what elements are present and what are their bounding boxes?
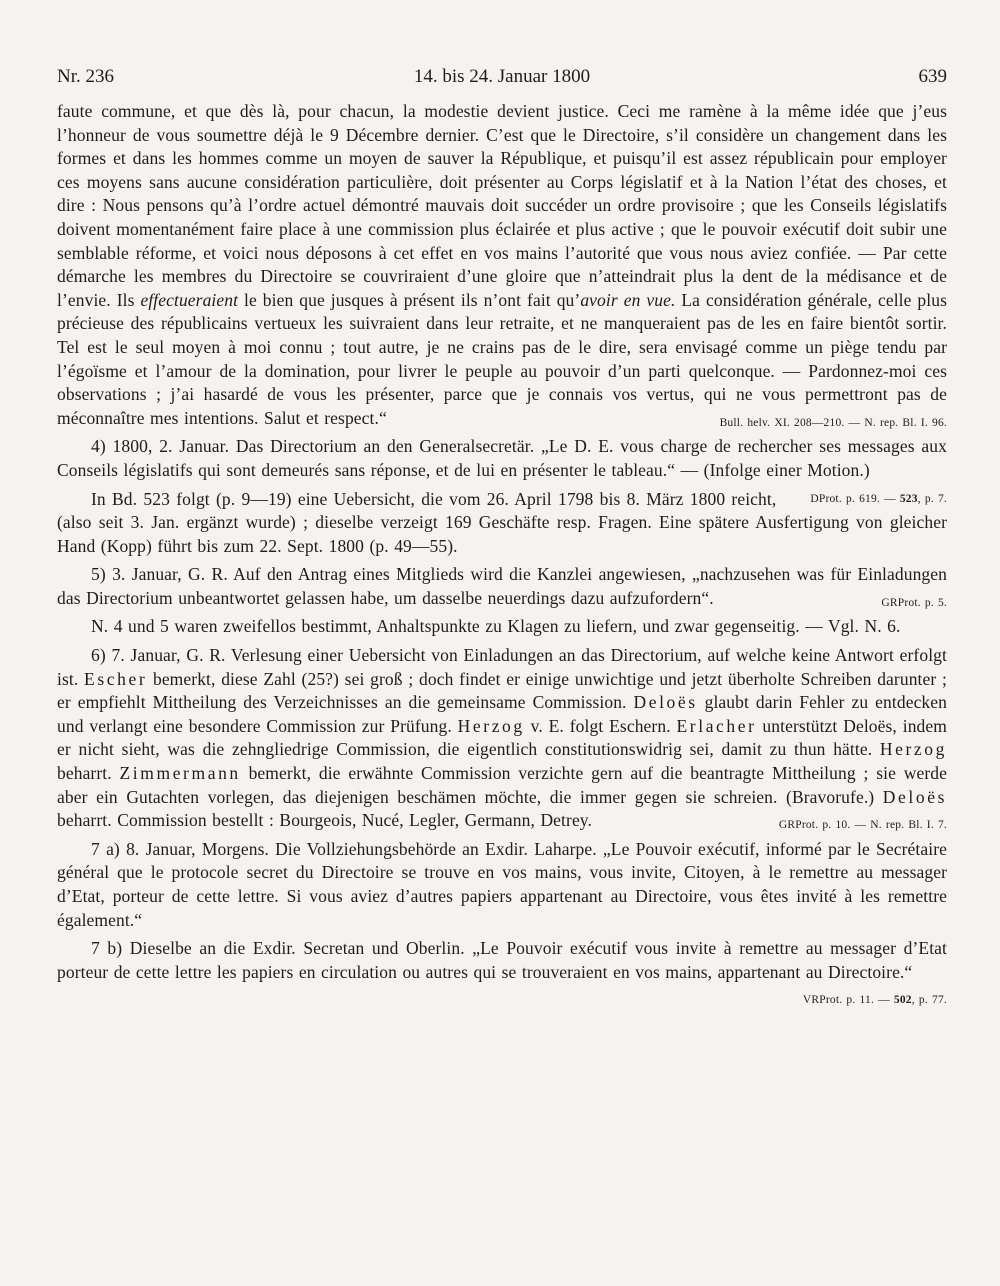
source-citation: Bull. helv. XI. 208—210. — N. rep. Bl. I. 96. [719, 416, 947, 429]
text-segment: beharrt. Commission bestellt : Bourgeois, Nucé, Legler, Germann, Detrey. [57, 810, 592, 831]
header-date-range: 14. bis 24. Januar 1800 [413, 66, 591, 87]
text-segment: unterstützt Deloës, indem er nicht sieht, was die zehngliedrige Commission, die eigentlich constitutionswidrig sei, damit zu thun hätte. [57, 715, 947, 760]
body-text [57, 100, 948, 1007]
paragraph-bd-note: In Bd. 523 folgt (p. 9—19) eine Uebersicht, die vom 26. April 1798 bis 8. März 1800 reicht, (also seit 3. Jan. ergänzt wurde) ; dieselbe verzeigt 169 Geschäfte resp. Fragen. Eine spätere Ausfertigung von gleicher Hand (Kopp) führt bis zum 22. Sept. 1800 (p. 49—55). [57, 488, 947, 556]
text-segment: 7 b) Dieselbe an die Exdir. Secretan und Oberlin. „Le Pouvoir exécutif vous invite à remettre au messager d’Etat porteur de cette lettre les papiers en circulation ou autres qui se trouveraient en vos mains, appartenant au Directoire.“ [57, 938, 947, 982]
running-header [57, 66, 947, 100]
citation-text: , p. 77. [911, 994, 947, 1007]
citation-volume: 523 [899, 492, 918, 505]
page-number: 639 [918, 66, 947, 87]
text-segment: v. E. folgt Eschern. [524, 715, 677, 736]
citation-volume: 502 [893, 994, 912, 1007]
text-segment: La considération générale, celle plus précieuse des républicains vertueux les suivraient dans leur retraite, et ne manqueraient pas de les en faire bientôt sortir. Tel est le seul moyen à moi connu ; tout autre, je ne crains pas de le dire, sera envisagé comme un piège tendu par l’égoïsme et l’amour de la domination, pour livrer le peuple au pouvoir d’un parti quelconque. — Pardonnez-moi ces observations ; j’ai hasardé de vous les présenter, parce que je connais vos vertus, qui ne vous permettront pas de méconnaître mes intentions. Salut et respect.“ [57, 289, 948, 428]
text-segment: faute commune, et que dès là, pour chacun, la modestie devient justice. Ceci me ramène à la même idée que j’eus l’honneur de vous soumettre déjà le 9 Décembre dernier. C’est que le Directoire, s’il considère un changement dans les formes et dans les hommes comme un moyen de sauver la République, et puisqu’il est assez républicain pour employer ces moyens sans aucune considération particulière, doit présenter au Corps législatif et à la Nation l’état des choses, et dire : Nous pensons qu’à l’ordre actuel démontré mauvais doit succéder un ordre provisoire ; que les Conseils législatifs doivent momentanément faire place à une commission plus éclairée et plus active ; que le pouvoir exécutif doit subir une semblable réforme, et voici nous déposons à cet effet en vos mains l’autorité que vous nous aviez confiée. — Par cette démarche les membres du Directoire se couvriraient d’une gloire que n’atteindrait plus la dent de la médisance et de l’envie. Ils [57, 101, 947, 310]
paragraph-entry-6 [57, 644, 947, 833]
text-segment: glaubt darin Fehler zu entdecken und verlangt eine besondere Commission zur Prüfung. [57, 692, 948, 736]
text-segment: bemerkt, diese Zahl (25?) sei groß ; doch findet er einige unwichtige und jetzt überholte Schreiben darunter ; er empfiehlt Mittheilung des Verzeichnisses an die gemeinsame Commission. [57, 668, 947, 713]
source-citation [776, 488, 947, 512]
text-segment: le bien que jusques à présent ils n’ont fait qu’ [238, 289, 581, 310]
text-segment: 4) 1800, 2. Januar. Das Directorium an den Generalsecretär. „Le D. E. vous charge de rechercher ses messages aux Conseils législatifs qui sont demeurés sans réponse, et de lui en présenter le tableau.“ — (Infolge einer Motion.) [57, 436, 947, 480]
text-segment: 6) 7. Januar, G. R. Verlesung einer Uebersicht von Einladungen an das Directorium, auf welche keine Antwort erfolgt ist. [57, 645, 947, 689]
document-page [57, 66, 947, 1013]
citation-text: VRProt. p. 11. — [802, 994, 894, 1007]
paragraph-n4-note: N. 4 und 5 waren zweifellos bestimmt, Anhaltspunkte zu Klagen zu liefern, und zwar gegenseitig. — Vgl. N. 6. [91, 616, 901, 637]
source-citation: GRProt. p. 10. — N. rep. Bl. I. 7. [778, 819, 947, 832]
paragraph-entry-4 [57, 435, 947, 505]
speaker-name: Herzog [879, 739, 947, 760]
paragraph-entry-7a: 7 a) 8. Januar, Morgens. Die Vollziehungsbehörde an Exdir. Laharpe. „Le Pouvoir exécutif, informé par le Secrétaire général que le protocole secret du Directoire se trouve en vos mains, vous invite, Citoyen, à le remettre au messager d’Etat, porteur de cette lettre. Si vous aviez d’autres papiers appartenant au Directoire, vous êtes invité à les remettre également.“ [57, 838, 947, 930]
italic-text: effectueraient [140, 289, 239, 310]
speaker-name: Deloës [633, 692, 698, 713]
source-citation: GRProt. p. 5. [881, 596, 947, 609]
document-number: Nr. 236 [57, 66, 114, 87]
text-segment: beharrt. [57, 763, 120, 784]
citation-text: DProt. p. 619. — [810, 492, 900, 505]
paragraph-entry-5 [57, 563, 947, 610]
text-segment: 5) 3. Januar, G. R. Auf den Antrag eines Mitglieds wird die Kanzlei angewiesen, „nachzusehen was für Einladungen das Directorium unbeantwortet gelassen habe, um dasselbe neuerdings dazu aufzufordern“. [57, 564, 947, 608]
text-segment: bemerkt, die erwähnte Commission verzichte gern auf die beantragte Mittheilung ; sie werde aber ein Gutachten vorlegen, das diejenigen beschämen möchte, die immer gegen sie schreien. (Bravorufe.) [57, 763, 948, 807]
speaker-name: Zimmermann [119, 763, 241, 784]
speaker-name: Deloës [882, 786, 947, 807]
speaker-name: Escher [84, 668, 148, 689]
citation-text: , p. 7. [917, 492, 947, 505]
speaker-name: Herzog [457, 715, 525, 736]
italic-text: avoir en vue. [580, 289, 676, 310]
paragraph-letter-continuation [57, 100, 947, 430]
paragraph-entry-7b [57, 937, 947, 1007]
source-citation [769, 989, 947, 1013]
speaker-name: Erlacher [676, 715, 757, 736]
